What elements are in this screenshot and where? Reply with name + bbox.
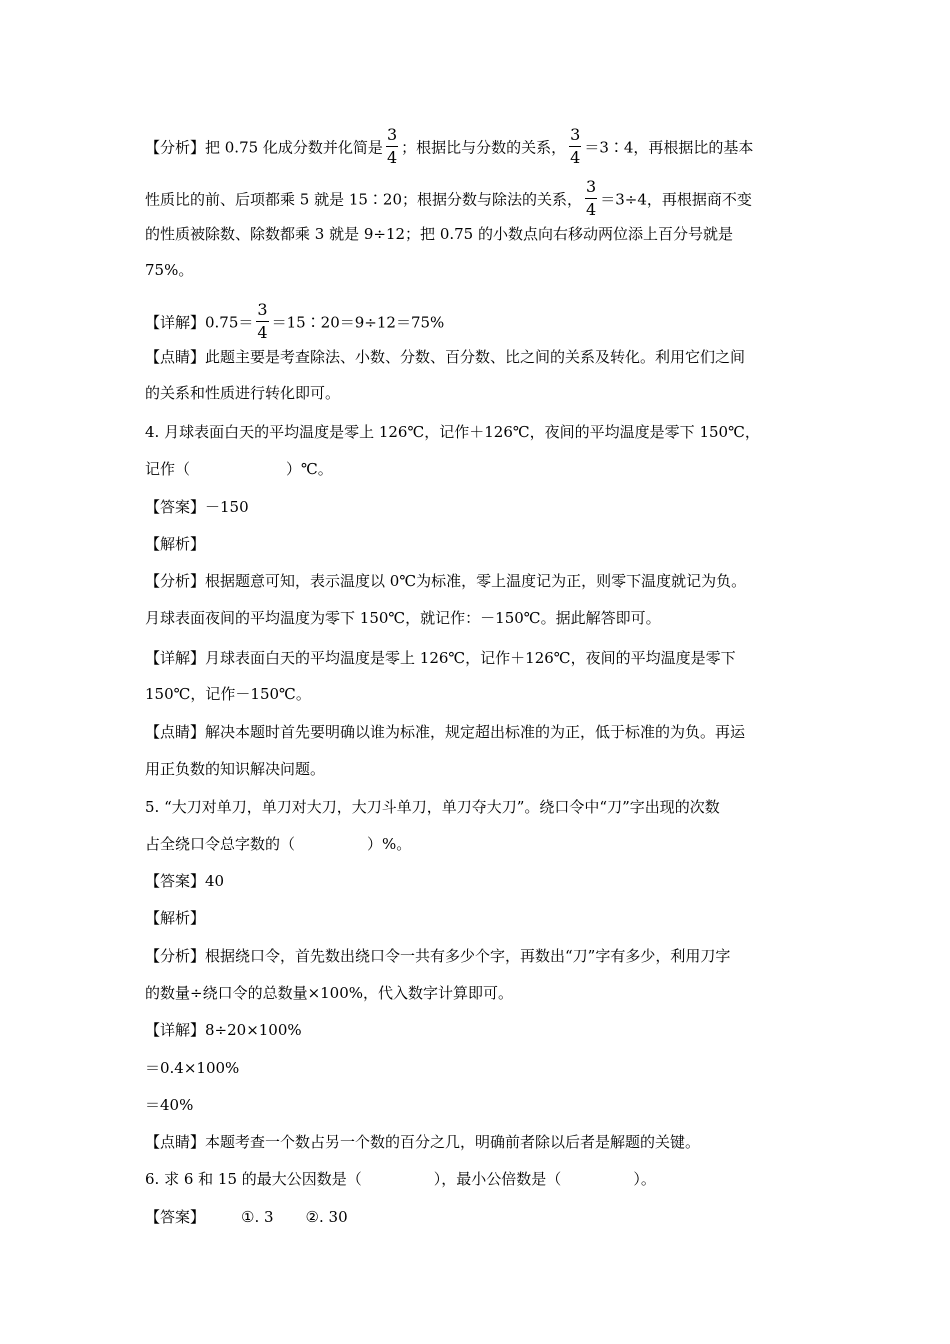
text: ＝3÷4，再根据商不变 [600, 190, 752, 209]
text: 记作（ [145, 460, 191, 478]
q5-question-line-2 [145, 834, 411, 854]
text: ），最小公倍数是（ [433, 1170, 562, 1188]
q5-analysis-line-1: 【分析】根据绕口令，首先数出绕口令一共有多少个字，再数出“刀”字有多少，利用刀字 [145, 947, 731, 965]
q4-analysis-title: 【解析】 [145, 535, 206, 553]
q4-question-line-1: 4. 月球表面白天的平均温度是零上 126℃，记作＋126℃，夜间的平均温度是零下 150℃， [145, 423, 760, 441]
q4-answer: 【答案】－150 [145, 498, 249, 516]
numerator: 3 [386, 126, 398, 147]
text: 【答案】 [145, 1208, 206, 1226]
denominator: 4 [386, 148, 398, 167]
answer-1: ①. 3 [241, 1208, 274, 1226]
q5-detail-line-1: 【详解】8÷20×100% [145, 1021, 302, 1039]
fraction-three-quarters [569, 126, 581, 167]
q6-answer [145, 1207, 348, 1227]
q5-question-line-1: 5. “大刀对单刀，单刀对大刀，大刀斗单刀，单刀夺大刀”。绕口令中“刀”字出现的次数 [145, 798, 720, 816]
text: ；根据比与分数的关系， [401, 138, 567, 157]
text: ）。 [633, 1170, 656, 1188]
q4-remark-line-2: 用正负数的知识解决问题。 [145, 760, 326, 778]
q3-detail [145, 300, 445, 344]
q4-question-line-2 [145, 459, 333, 479]
q5-analysis-title: 【解析】 [145, 909, 206, 927]
q3-analysis-line-4: 75%。 [145, 261, 194, 279]
text: ＝15∶20＝9÷12＝75% [271, 313, 445, 332]
q6-question [145, 1169, 656, 1189]
q5-remark: 【点睛】本题考查一个数占另一个数的百分之几，明确前者除以后者是解题的关键。 [145, 1133, 701, 1151]
text: 【详解】0.75＝ [145, 313, 254, 332]
denominator: 4 [257, 323, 268, 342]
text: 【分析】把 0.75 化成分数并化简是 [145, 138, 383, 157]
text: 性质比的前、后项都乘 5 就是 15∶20；根据分数与除法的关系， [145, 190, 583, 209]
q5-analysis-line-2: 的数量÷绕口令的总数量×100%，代入数字计算即可。 [145, 984, 514, 1002]
q3-analysis-line-1 [145, 125, 754, 169]
q4-detail-line-1: 【详解】月球表面白天的平均温度是零上 126℃，记作＋126℃，夜间的平均温度是零下 [145, 649, 736, 667]
q4-detail-line-2: 150℃，记作－150℃。 [145, 685, 311, 703]
numerator: 3 [585, 178, 597, 199]
text: ＝3∶4，再根据比的基本 [584, 138, 754, 157]
answer-2: ②. 30 [305, 1208, 348, 1226]
denominator: 4 [570, 148, 581, 167]
fraction-three-quarters [386, 126, 398, 167]
text: 占全绕口令总字数的（ [145, 835, 296, 853]
text: ）℃。 [286, 460, 333, 478]
text: ）%。 [367, 835, 412, 853]
q3-remark-line-2: 的关系和性质进行转化即可。 [145, 384, 341, 402]
q5-answer: 【答案】40 [145, 872, 225, 890]
text: 6. 求 6 和 15 的最大公因数是（ [145, 1170, 362, 1188]
numerator: 3 [569, 126, 581, 147]
q5-detail-line-2: ＝0.4×100% [145, 1059, 240, 1077]
fraction-three-quarters [256, 301, 268, 342]
denominator: 4 [586, 200, 597, 219]
q5-detail-line-3: ＝40% [145, 1096, 194, 1114]
q3-analysis-line-2 [145, 177, 752, 221]
q4-analysis-line-2: 月球表面夜间的平均温度为零下 150℃，就记作：－150℃。据此解答即可。 [145, 609, 661, 627]
q3-analysis-line-3: 的性质被除数、除数都乘 3 就是 9÷12；把 0.75 的小数点向右移动两位添上百分号就是 [145, 225, 733, 243]
numerator: 3 [256, 301, 268, 322]
q4-remark-line-1: 【点睛】解决本题时首先要明确以谁为标准，规定超出标准的为正，低于标准的为负。再运 [145, 723, 746, 741]
q3-remark-line-1: 【点睛】此题主要是考查除法、小数、分数、百分数、比之间的关系及转化。利用它们之间 [145, 348, 746, 366]
q4-analysis-line-1: 【分析】根据题意可知，表示温度以 0℃为标准，零上温度记为正，则零下温度就记为负。 [145, 572, 747, 590]
fraction-three-quarters [585, 178, 597, 219]
